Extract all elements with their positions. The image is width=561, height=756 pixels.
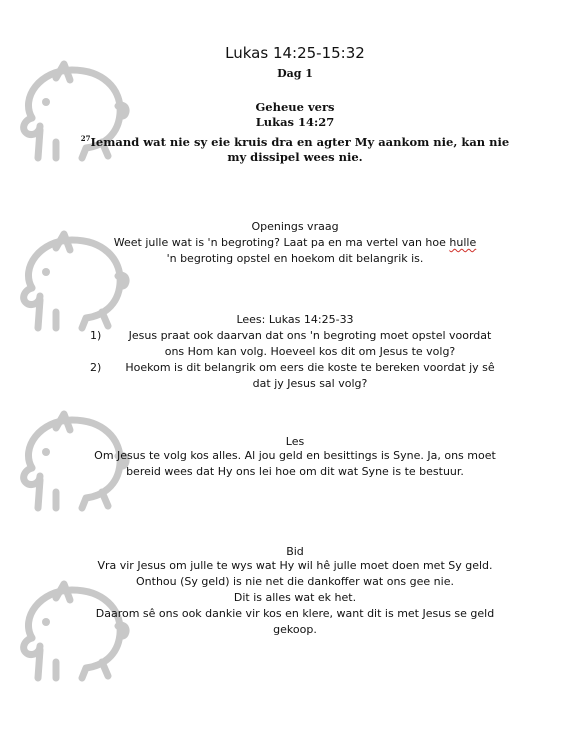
spell-flag: hulle — [449, 236, 477, 249]
prayer-section — [90, 545, 500, 638]
reading-heading: Lees: Lukas 14:25-33 — [236, 313, 354, 326]
opening-line-2: 'n begroting opstel en hoekom dit belangrik is. — [166, 252, 424, 265]
question-item — [90, 360, 500, 392]
memory-verse-body: Iemand wat nie sy eie kruis dra en agter My aankom nie, kan nie my dissipel wees nie. — [90, 134, 510, 164]
prayer-line-1: Vra vir Jesus om julle te wys wat Hy wil hê julle moet doen met Sy geld. Onthou (Sy geld) is nie net die dankoffer wat ons gee nie. — [97, 559, 493, 588]
page-title: Lukas 14:25-15:32 — [225, 44, 365, 62]
question-item — [90, 328, 500, 360]
question-text: Hoekom is dit belangrik om eers die koste te bereken voordat jy sê dat jy Jesus sal volg? — [125, 361, 495, 390]
prayer-line-2: Dit is alles wat ek het. — [233, 591, 357, 604]
opening-heading: Openings vraag — [251, 220, 339, 233]
question-text: Jesus praat ook daarvan dat ons 'n begroting moet opstel voordat ons Hom kan volg. Hoeveel kos dit om Jesus te volg? — [128, 329, 492, 358]
prayer-heading: Bid — [286, 545, 304, 558]
verse-number: 27 — [80, 134, 91, 143]
lesson-heading: Les — [285, 435, 305, 448]
lesson-section — [90, 435, 500, 480]
prayer-line-3: Daarom sê ons ook dankie vir kos en klere, want dit is met Jesus se geld gekoop. — [95, 607, 495, 636]
memory-verse-heading — [90, 100, 500, 130]
reading-section — [90, 313, 500, 392]
day-label: Dag 1 — [277, 67, 313, 80]
memory-verse-title: Geheue vers — [255, 100, 335, 114]
reading-questions — [90, 328, 500, 392]
opening-text — [90, 235, 500, 267]
question-number: 1) — [90, 329, 102, 342]
opening-line-1: Weet julle wat is 'n begroting? Laat pa en ma vertel van hoe — [113, 236, 450, 249]
opening-section — [90, 220, 500, 267]
memory-verse-reference: Lukas 14:27 — [255, 115, 335, 129]
lesson-text: Om Jesus te volg kos alles. Al jou geld en besittings is Syne. Ja, ons moet bereid wees dat Hy ons lei hoe om dit wat Syne is te bestuur. — [94, 449, 496, 478]
memory-verse-text — [80, 131, 510, 165]
question-number: 2) — [90, 361, 102, 374]
